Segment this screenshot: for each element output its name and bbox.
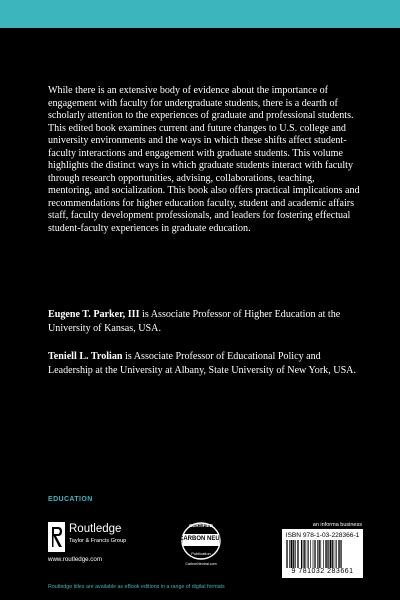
subject-category: EDUCATION [48,496,93,503]
publisher-url[interactable]: www.routledge.com [48,556,102,563]
editor-bio [48,350,368,378]
editor-name: Teniell L. Trolian [48,351,123,362]
editor-bio [48,308,368,336]
carbon-badge-top-label: CERTIFIED [189,523,213,528]
carbon-badge-bottom-label: Publication [191,551,211,556]
ebook-availability-note: Routledge titles are available as eBook editions in a range of digital formats [48,584,225,590]
publisher-name: Routledge [69,523,122,535]
editor-bio-text: is Associate Professor of Educational Policy and Leadership at the University at Albany, State University of New York, USA. [48,351,356,376]
book-description: While there is an extensive body of evidence about the importance of engagement with faculty for undergraduate students, there is a dearth of scholarly attention to the experiences of graduate and professional students. This edited book examines current and future changes to U.S. college and university environments and the ways in which these shifts affect student-faculty interactions and engagement with graduate students. This volume highlights the distinct ways in which graduate students interact with faculty through research opportunities, advising, collaborations, teaching, mentoring, and socialization. This book also offers practical implications and recommendations for higher education faculty, student and academic affairs staff, faculty development professionals, and leaders for fostering effectual student-faculty experiences in graduate education. [48,85,360,235]
editor-name: Eugene T. Parker, III [48,309,140,320]
publisher-group: Taylor & Francis Group [69,538,127,544]
routledge-r-icon [48,522,65,552]
carbon-neutral-badge [179,522,236,570]
carbon-badge-url: CarbonNeutral.com [185,562,217,566]
isbn-number: ISBN 978-1-03-228366-1 [285,532,360,539]
isbn-barcode [282,529,363,578]
editor-bio-text: is Associate Professor of Higher Education at the University of Kansas, USA. [48,309,341,334]
publisher-logo [48,522,168,572]
carbon-badge-title: CARBON NEUTRAL [179,536,236,542]
informa-label: an informa business [312,522,362,528]
barcode-icon [286,540,359,568]
carbon-neutral-badge-icon [179,522,236,562]
barcode-digits: 9 781032 283661 [291,568,354,575]
accent-band [0,0,400,28]
